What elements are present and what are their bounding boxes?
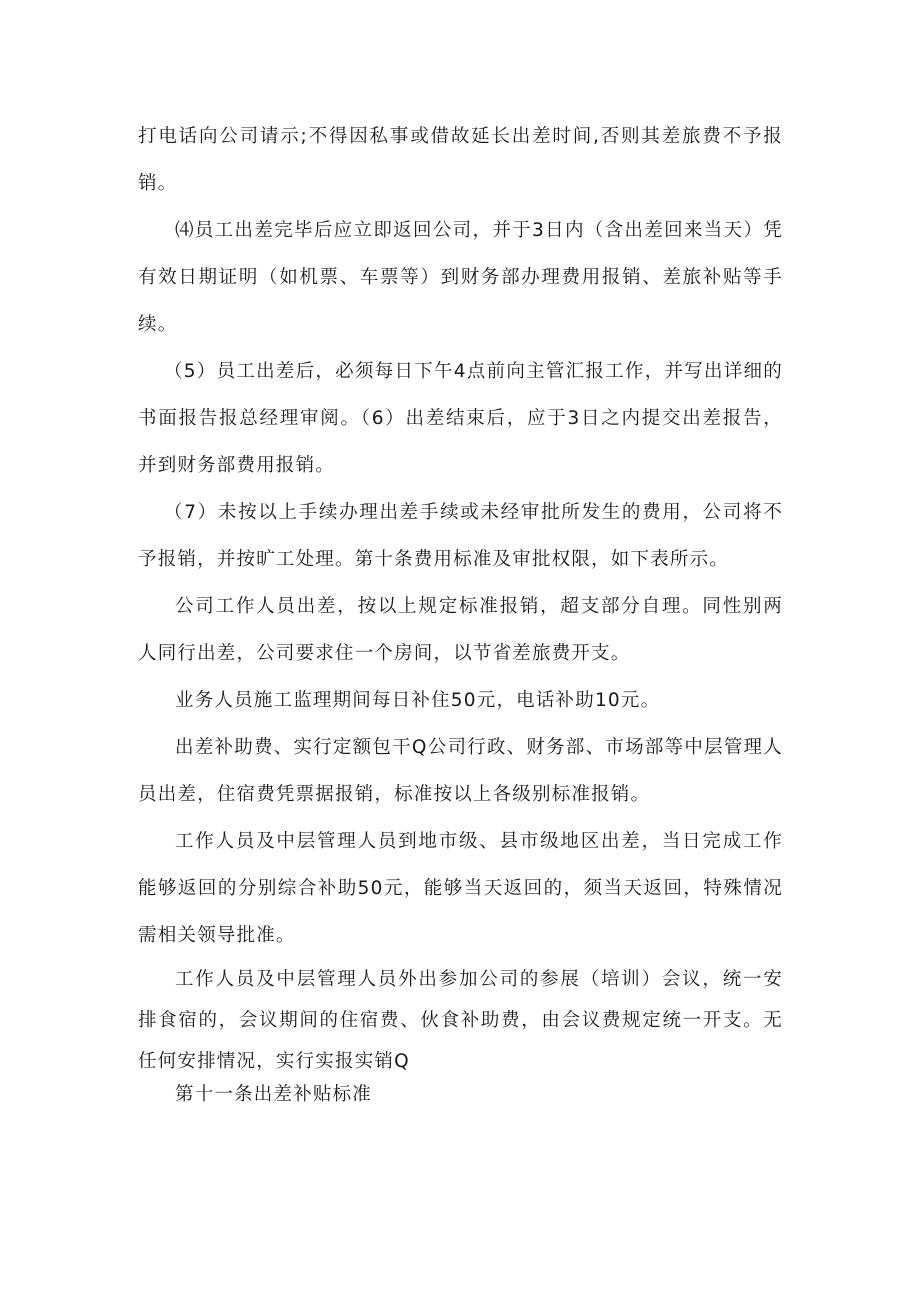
section-heading: 第十一条出差补贴标准 <box>175 1084 373 1105</box>
document-body <box>138 113 783 1108</box>
paragraph-2: ⑷员工出差完毕后应立即返回公司，并于3日内（含出差回来当天）凭有效日期证明（如机票、车票等）到财务部办理费用报销、差旅补贴等手续。 <box>138 220 783 335</box>
paragraph-1: 打电话向公司请示;不得因私事或借故延长出差时间,否则其差旅费不予报销。 <box>138 126 783 194</box>
paragraph-9: 工作人员及中层管理人员外出参加公司的参展（培训）会议，统一安排食宿的，会议期间的住宿费、伙食补助费，由会议费规定统一开支。无任何安排情况，实行实报实销Q <box>138 969 783 1072</box>
paragraph-8: 工作人员及中层管理人员到地市级、县市级地区出差，当日完成工作能够返回的分别综合补助50元，能够当天返回的，须当天返回，特殊情况需相关领导批准。 <box>138 831 783 946</box>
paragraph-6: 业务人员施工监理期间每日补住50元，电话补助10元。 <box>175 690 661 711</box>
paragraph-3: （5）员工出差后，必须每日下午4点前向主管汇报工作，并写出详细的书面报告报总经理审阅。（6）出差结束后，应于3日之内提交出差报告，并到财务部费用报销。 <box>138 361 783 476</box>
paragraph-7: 出差补助费、实行定额包干Q公司行政、财务部、市场部等中层管理人员出差，住宿费凭票据报销，标准按以上各级别标准报销。 <box>138 737 783 805</box>
paragraph-5: 公司工作人员出差，按以上规定标准报销，超支部分自理。同性别两人同行出差，公司要求住一个房间，以节省差旅费开支。 <box>138 596 783 664</box>
paragraph-4: （7）未按以上手续办理出差手续或未经审批所发生的费用，公司将不予报销，并按旷工处理。第十条费用标准及审批权限，如下表所示。 <box>138 502 783 570</box>
